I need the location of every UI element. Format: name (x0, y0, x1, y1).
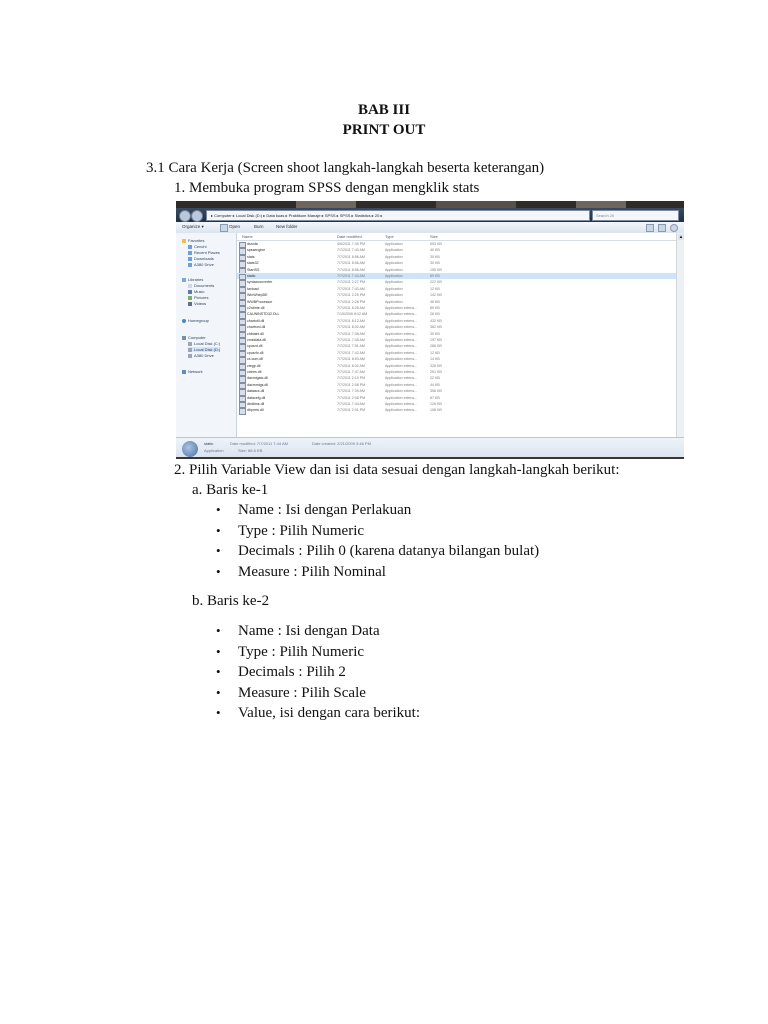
nav-pictures[interactable]: Pictures (188, 295, 208, 300)
file-icon (239, 408, 246, 414)
nav-local-disk-d[interactable]: Local Disk (D:) (188, 347, 220, 352)
file-size: 40 KB (430, 248, 440, 253)
bullet-b-3: • Decimals : Pilih 2 (216, 664, 346, 680)
file-type: Application extens... (385, 306, 418, 310)
file-size: 14 KB (430, 357, 440, 362)
drive-icon (188, 354, 192, 358)
picture-icon (188, 296, 192, 300)
file-type: Application (385, 267, 403, 272)
step-2-text: 2. Pilih Variable View dan isi data sesuai dengan langkah-langkah berikut: (174, 462, 620, 478)
back-icon[interactable] (179, 210, 191, 222)
file-name: ctegp.dll (247, 363, 261, 368)
network-icon (182, 370, 186, 374)
bullet-b-2: • Type : Pilih Numeric (216, 644, 365, 660)
file-type: Application extens... (385, 395, 418, 400)
file-name: cmsldata.dll (247, 338, 266, 342)
file-type: Application extens... (385, 331, 418, 336)
nav-computer[interactable]: Computer (182, 335, 206, 340)
file-date: 7/7/2011 7:39 AM (337, 389, 365, 394)
bullet-icon: • (216, 502, 221, 517)
file-size: 382 KB (430, 325, 442, 330)
file-date: 7/7/2011 8:02 AM (337, 325, 365, 330)
file-name: cpusrd.dll (247, 344, 263, 349)
file-date: 7/7/2011 7:51 AM (337, 344, 365, 349)
file-size: 108 KB (430, 408, 442, 413)
file-size: 197 KB (430, 338, 442, 342)
bullet-icon: • (216, 564, 221, 579)
bullet-a-2: • Type : Pilih Numeric (216, 523, 365, 539)
file-date: 7/15/2006 8:02 AM (337, 312, 368, 317)
folder-icon (188, 251, 192, 255)
file-name: syntaxconverter (247, 280, 273, 285)
file-name: dacmigatc.dll (247, 376, 268, 381)
details-name: static (204, 441, 214, 446)
nav-documents[interactable]: Documents (188, 283, 214, 288)
file-size: 358 KB (430, 389, 442, 394)
file-type: Application extens... (385, 389, 418, 394)
file-date: 7/7/2011 8:32 AM (337, 363, 365, 368)
file-size: 432 KB (430, 318, 442, 323)
file-type: Application extens... (385, 325, 418, 330)
open-icon (220, 224, 228, 232)
address-input[interactable]: ▸ Computer ▸ Local Disk (D:) ▸ Data kuas ▸ Praktikum Manaje ▸ SPSS ▸ SPSS ▸ Statistics ▸ 20 ▸ (206, 210, 590, 221)
file-size: 653 KB (430, 242, 442, 246)
file-type: Application (385, 242, 403, 246)
file-size: 328 KB (430, 363, 442, 368)
vertical-scrollbar[interactable] (676, 233, 684, 437)
view-options-icon[interactable] (646, 224, 654, 232)
file-type: Application extens... (385, 344, 418, 349)
file-type: Application (385, 248, 403, 253)
folder-icon (188, 257, 192, 261)
nav-videos[interactable]: Videos (188, 301, 206, 306)
file-name: StartSS (247, 267, 260, 272)
file-name: ctrees.dll (247, 370, 262, 374)
help-icon[interactable] (670, 224, 678, 232)
nav-recent-places[interactable]: Recent Places (188, 250, 220, 255)
bullet-a-4: • Measure : Pilih Nominal (216, 564, 386, 580)
file-size: 46 KB (430, 299, 440, 304)
folder-icon (188, 245, 192, 249)
details-date-created: Date created: 2/21/2009 3:46 PM (312, 441, 371, 446)
file-type: Application (385, 274, 403, 278)
file-date: 7/7/2011 7:44 AM (337, 402, 365, 406)
file-name: dbprms.dll (247, 408, 264, 413)
file-type: Application extens... (385, 312, 418, 317)
file-type: Application (385, 280, 403, 285)
sub-step-b: b. Baris ke-2 (192, 593, 270, 609)
details-pane (176, 437, 684, 459)
file-type: Application (385, 254, 403, 259)
file-type: Application (385, 293, 403, 298)
file-name: CAUNINSTD32.DLL (247, 312, 280, 317)
address-bar-area (176, 208, 684, 222)
file-date: 7/7/2011 7:43 AM (337, 248, 365, 253)
nav-a380-drive[interactable]: A380 Drive (188, 353, 214, 358)
file-name: cs.cum.dll (247, 357, 263, 362)
section-heading: 3.1 Cara Kerja (Screen shoot langkah-langkah beserta keterangan) (146, 160, 545, 176)
file-date: 7/7/2011 8:12 AM (337, 318, 365, 323)
details-date-modified: Date modified: 7/7/2011 7:44 AM (230, 441, 288, 446)
file-name: c2rdinte.dll (247, 306, 265, 310)
file-size: 142 KB (430, 293, 442, 298)
file-date: 7/7/2011 2:01 PM (337, 408, 366, 413)
file-size: 30 KB (430, 254, 440, 259)
file-size: 12 KB (430, 350, 440, 355)
file-name: WWBProcessor (247, 299, 273, 304)
file-date: 7/7/2011 2:08 PM (337, 395, 366, 400)
file-date: 7/7/2011 7:47 AM (337, 370, 365, 374)
nav-downloads[interactable]: Downloads (188, 256, 214, 261)
file-type: Application (385, 299, 403, 304)
chapter-subtitle: PRINT OUT (342, 122, 426, 138)
details-size: Size: 88.6 KB (238, 448, 263, 453)
file-type: Application (385, 261, 403, 266)
file-date: 7/7/2011 8:53 AM (337, 357, 365, 362)
file-date: 7/7/2011 2:28 PM (337, 299, 366, 304)
sub-step-a: a. Baris ke-1 (192, 482, 269, 498)
file-date: 7/7/2011 2:19 PM (337, 376, 366, 381)
file-date: 7/7/2011 2:08 PM (337, 382, 366, 387)
file-name: dbdtims.dll (247, 402, 265, 406)
burn-button[interactable]: Burn (254, 224, 264, 229)
file-date: 7/7/2011 7:44 AM (337, 274, 365, 278)
music-icon (188, 290, 192, 294)
library-icon (182, 278, 186, 282)
file-name: datacsfg.dll (247, 395, 266, 400)
file-type: Application extens... (385, 382, 418, 387)
file-date: 7/7/2011 7:42 AM (337, 350, 365, 355)
bullet-icon: • (216, 705, 221, 720)
search-input[interactable]: Search 20 (592, 210, 679, 221)
column-size[interactable]: Size (430, 234, 438, 239)
open-button[interactable]: Open (229, 224, 241, 229)
column-type[interactable]: Type (385, 234, 394, 239)
file-size: 12 KB (430, 286, 440, 291)
scroll-up-icon[interactable]: ▴ (679, 234, 683, 240)
nav-cenchi[interactable]: Cenchi (188, 244, 206, 249)
file-date: 7/7/2011 2:25 PM (337, 293, 366, 298)
file-name: static (247, 274, 256, 278)
bullet-icon: • (216, 644, 221, 659)
file-row[interactable] (237, 407, 676, 413)
file-date: 7/7/2011 8:56 AM (337, 261, 365, 266)
file-date: 7/7/2011 7:43 AM (337, 286, 365, 291)
file-size: 22 KB (430, 376, 440, 381)
file-name: cpusrfo.dll (247, 350, 264, 355)
file-name: chartsml.dll (247, 325, 266, 330)
file-type: Application extens... (385, 318, 418, 323)
star-icon (182, 239, 186, 243)
file-name: spssengine (247, 248, 266, 253)
forward-icon[interactable] (191, 210, 203, 222)
window-top-frame (176, 201, 684, 208)
file-type: Application extens... (385, 338, 418, 342)
navigation-pane (176, 233, 237, 437)
file-size: 30 KB (430, 261, 440, 266)
file-name: dataacs.dll (247, 389, 265, 394)
file-type: Application extens... (385, 357, 418, 362)
file-size: 87 KB (430, 395, 440, 400)
nav-music[interactable]: Music (188, 289, 204, 294)
bullet-a-3: • Decimals : Pilih 0 (karena datanya bilangan bulat) (216, 543, 540, 559)
bullet-b-1: • Name : Isi dengan Data (216, 623, 380, 639)
file-date: 7/7/2011 6:28 AM (337, 306, 365, 310)
organize-button[interactable]: Organize ▾ (182, 224, 204, 229)
video-icon (188, 302, 192, 306)
file-name: chartutil.dll (247, 318, 265, 323)
computer-icon (182, 336, 186, 340)
file-type: Application extens... (385, 408, 418, 413)
bullet-icon: • (216, 623, 221, 638)
bullet-icon: • (216, 664, 221, 679)
application-icon (182, 441, 198, 457)
file-date: 7/7/2011 7:45 AM (337, 338, 365, 342)
nav-libraries[interactable]: Libraries (182, 277, 203, 282)
file-name: chktalnl.dll (247, 331, 264, 336)
file-type: Application extens... (385, 350, 418, 355)
bullet-b-5: • Value, isi dengan cara berikut: (216, 705, 421, 721)
bullet-icon: • (216, 543, 221, 558)
nav-local-disk-c[interactable]: Local Disk (C:) (188, 341, 220, 346)
folder-icon (188, 263, 192, 267)
file-name: stats (247, 254, 255, 259)
step-1-text: 1. Membuka program SPSS dengan mengklik stats (174, 180, 480, 196)
file-size: 30 KB (430, 331, 440, 336)
file-size: 89 KB (430, 306, 440, 310)
file-name: dacmmigs.dll (247, 382, 268, 387)
column-date-modified[interactable]: Date modified (337, 234, 362, 239)
drive-icon (188, 348, 192, 352)
file-name: dsnolic (247, 242, 259, 246)
file-size: 155 KB (430, 267, 442, 272)
bullet-icon: • (216, 685, 221, 700)
bullet-a-1: • Name : Isi dengan Perlakuan (216, 502, 412, 518)
file-size: 89 KB (430, 274, 440, 278)
homegroup-icon (182, 319, 186, 323)
nav-homegroup[interactable]: Homegroup (182, 318, 209, 323)
file-date: 7/7/2011 8:56 AM (337, 267, 365, 272)
file-type: Application extens... (385, 402, 418, 406)
explorer-screenshot (176, 201, 684, 459)
window-bottom-frame (176, 457, 684, 459)
preview-pane-icon[interactable] (658, 224, 666, 232)
file-size: 222 KB (430, 280, 442, 285)
file-date: 7/7/2011 2:27 PM (337, 280, 366, 285)
document-icon (188, 284, 192, 288)
new-folder-button[interactable]: New folder (276, 224, 298, 229)
chapter-title: BAB III (357, 102, 411, 118)
bullet-b-4: • Measure : Pilih Scale (216, 685, 366, 701)
file-type: Application extens... (385, 376, 418, 381)
bullet-icon: • (216, 523, 221, 538)
file-size: 286 KB (430, 344, 442, 349)
file-date: 7/7/2011 7:38 AM (337, 331, 365, 336)
file-date: 7/7/2011 8:56 AM (337, 254, 365, 259)
file-type: Application extens... (385, 363, 418, 368)
nav-network[interactable]: Network (182, 369, 203, 374)
file-size: 28 KB (430, 312, 440, 317)
file-size: 251 KB (430, 370, 442, 374)
file-size: 126 KB (430, 402, 442, 406)
nav-a380-drive-fav[interactable]: A380 Drive (188, 262, 214, 267)
file-list (237, 233, 676, 437)
details-kind: Application (204, 448, 224, 453)
column-name[interactable]: Name (242, 234, 253, 239)
file-name: stats32 (247, 261, 259, 266)
file-name: taxload (247, 286, 259, 291)
file-size: 44 KB (430, 382, 440, 387)
file-date: 4/6/2011 7:39 PM (337, 242, 366, 246)
file-name: WinWhepDE (247, 293, 268, 298)
file-list-header (237, 233, 676, 241)
nav-favorites[interactable]: Favorites (182, 238, 204, 243)
file-type: Application extens... (385, 370, 418, 374)
file-type: Application (385, 286, 403, 291)
drive-icon (188, 342, 192, 346)
